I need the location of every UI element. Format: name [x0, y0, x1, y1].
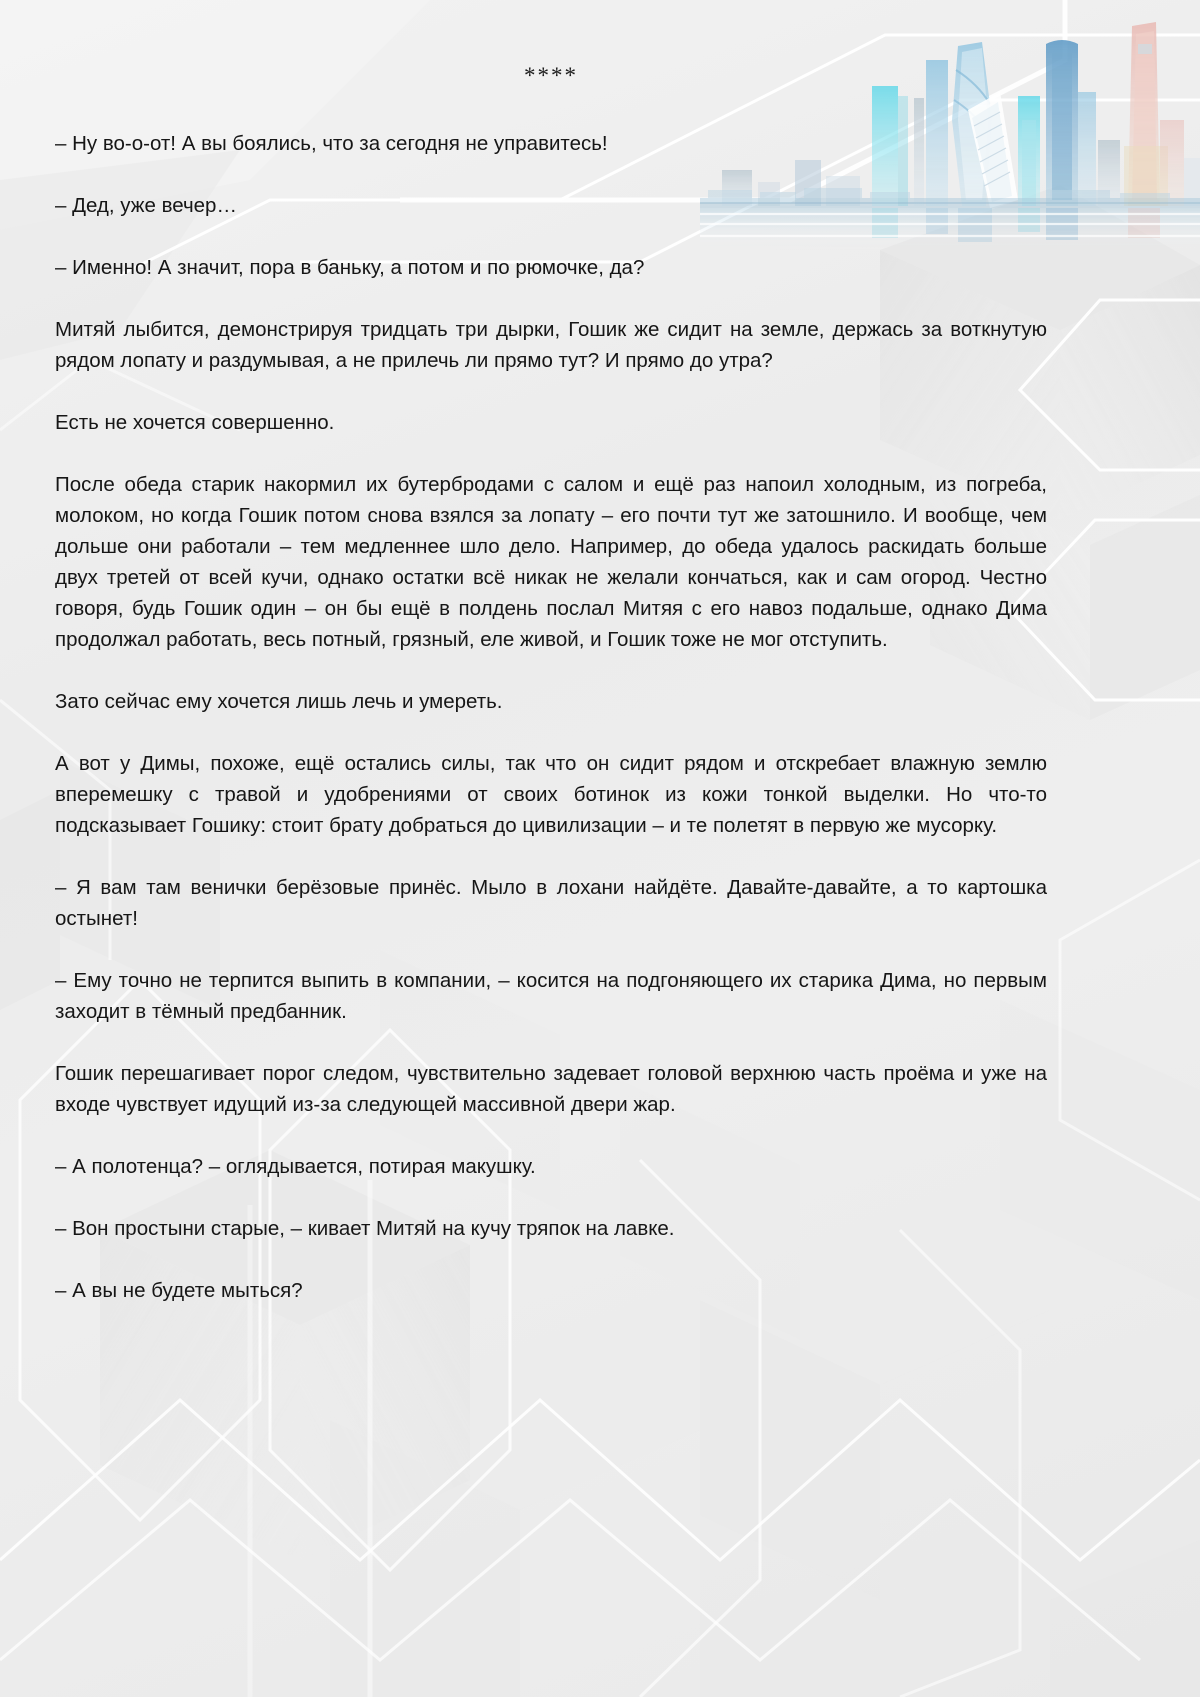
body-text: [55, 128, 1047, 1306]
paragraph: – Ему точно не терпится выпить в компании, – косится на подгоняющего их старика Дима, но первым заходит в тёмный предбанник.: [55, 969, 1047, 1023]
paragraph: – Дед, уже вечер…: [55, 194, 237, 217]
document-text-column: [55, 0, 1047, 1697]
paragraph: Есть не хочется совершенно.: [55, 411, 335, 434]
paragraph: А вот у Димы, похоже, ещё остались силы, так что он сидит рядом и отскребает влажную землю вперемешку с травой и удобрениями от своих ботинок из кожи тонкой выделки. Но что-то подсказывает Гошику: стоит брату добраться до цивилизации – и те полетят в первую же мусорку.: [55, 752, 1047, 837]
paragraph: – Именно! А значит, пора в баньку, а потом и по рюмочке, да?: [55, 256, 645, 279]
paragraph: После обеда старик накормил их бутербродами с салом и ещё раз напоил холодным, из погреба, молоком, но когда Гошик потом снова взялся за лопату – его почти тут же затошнило. И вообще, чем дольше они работали – тем медленнее шло дело. Например, до обеда удалось раскидать больше двух третей от всей кучи, однако остатки всё никак не желали кончаться, как и сам огород. Честно говоря, будь Гошик один – он бы ещё в полдень послал Митяя с его навоз подальше, однако Дима продолжал работать, весь потный, грязный, еле живой, и Гошик тоже не мог отступить.: [55, 473, 1047, 651]
paragraph: – Вон простыни старые, – кивает Митяй на кучу тряпок на лавке.: [55, 1217, 675, 1240]
paragraph: – Я вам там венички берёзовые принёс. Мыло в лохани найдёте. Давайте-давайте, а то картошка остынет!: [55, 876, 1047, 930]
scene-break-separator: ****: [524, 63, 578, 88]
paragraph: Зато сейчас ему хочется лишь лечь и умереть.: [55, 690, 503, 713]
paragraph: Митяй лыбится, демонстрируя тридцать три дырки, Гошик же сидит на земле, держась за воткнутую рядом лопату и раздумывая, а не прилечь ли прямо тут? И прямо до утра?: [55, 318, 1047, 372]
paragraph: – А полотенца? – оглядывается, потирая макушку.: [55, 1155, 536, 1178]
paragraph: – А вы не будете мыться?: [55, 1279, 303, 1302]
paragraph: Гошик перешагивает порог следом, чувствительно задевает головой верхнюю часть проёма и уже на входе чувствует идущий из-за следующей массивной двери жар.: [55, 1062, 1047, 1116]
paragraph: – Ну во-о-от! А вы боялись, что за сегодня не управитесь!: [55, 132, 608, 155]
